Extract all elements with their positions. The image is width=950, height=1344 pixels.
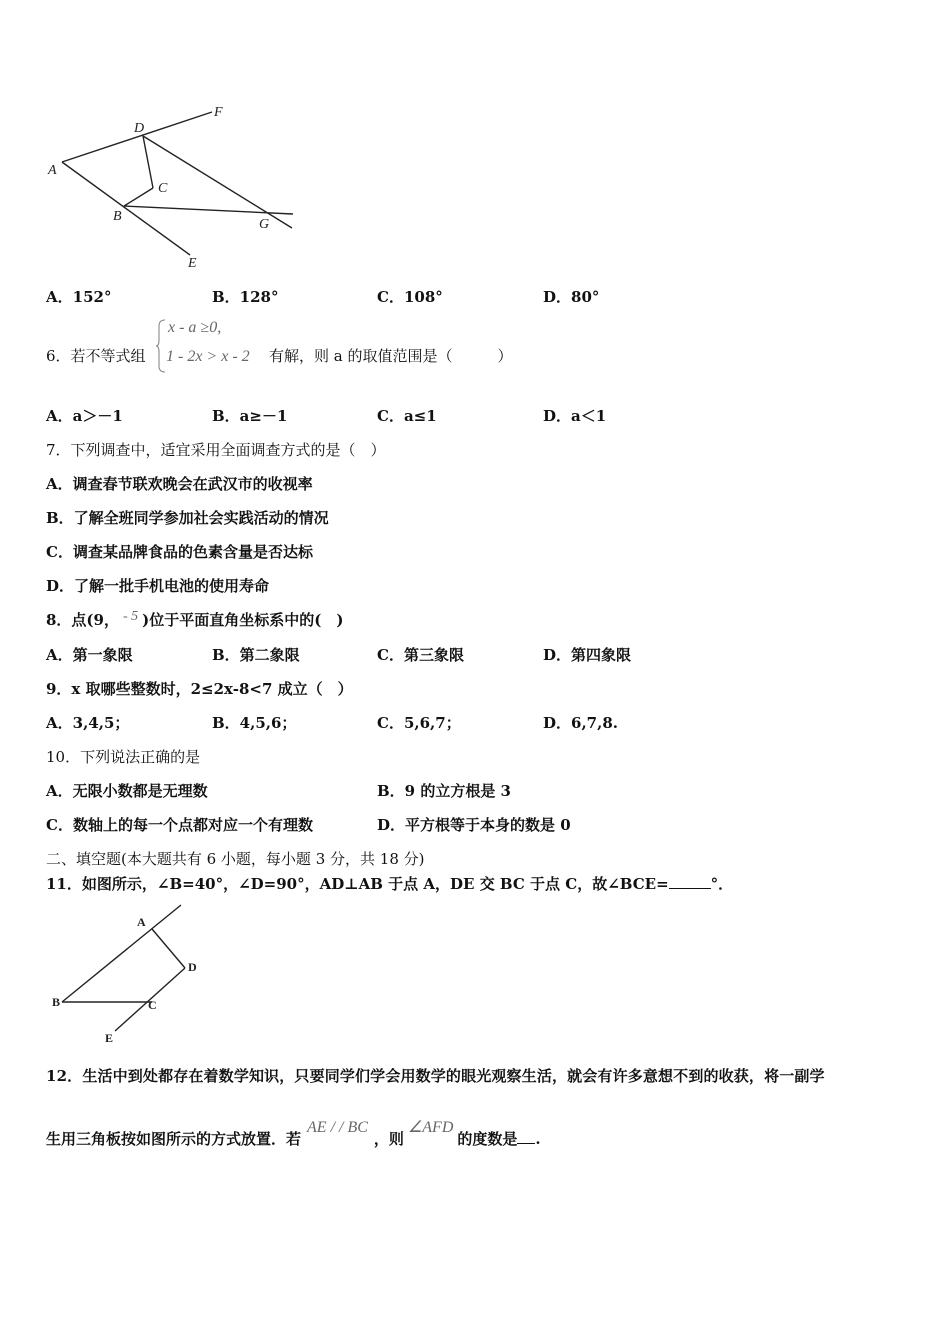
q8-prefix: 8．点(9， [46, 611, 119, 629]
geometry-figure-q11 [40, 898, 220, 1048]
label-D: D [134, 121, 145, 136]
q8-option-d: D．第四象限 [543, 646, 632, 664]
q12-mid: ，则 [373, 1130, 404, 1148]
label-A: A [48, 163, 57, 178]
q12-line1: 12．生活中到处都存在着数学知识，只要同学们学会用数学的眼光观察生活，就会有许多意想不到的收获，将一副学 [46, 1067, 825, 1085]
q9-option-d: D．6,7,8. [543, 714, 618, 732]
q12-math-angle: ∠AFD [407, 1119, 454, 1136]
q10-stem: 10．下列说法正确的是 [46, 748, 201, 766]
q8-math: - 5 [122, 609, 139, 624]
line-AD [152, 929, 185, 968]
q10-option-a: A．无限小数都是无理数 [46, 782, 208, 800]
q6-inequality-1: x - a ≥0, [168, 319, 222, 336]
q5-option-a: A．152° [46, 288, 112, 306]
label-F: F [214, 105, 223, 120]
q6-option-c: C．a≤1 [377, 407, 437, 425]
label-D: D [188, 960, 197, 974]
q6-option-d: D．a＜1 [543, 407, 607, 425]
q9-option-b: B．4,5,6； [212, 714, 297, 732]
q7-option-c: C．调查某品牌食品的色素含量是否达标 [46, 543, 313, 561]
q8-suffix: )位于平面直角坐标系中的( ) [142, 611, 344, 629]
q12-line2 [46, 1119, 541, 1149]
line-AF [62, 112, 212, 162]
q7-option-a: A．调查春节联欢晚会在武汉市的收视率 [46, 475, 313, 493]
q7-option-b: B．了解全班同学参加社会实践活动的情况 [46, 509, 329, 527]
q9-option-a: A．3,4,5； [46, 714, 130, 732]
section-heading: 二、填空题(本大题共有 6 小题，每小题 3 分，共 18 分) [46, 850, 425, 868]
q10-option-d: D．平方根等于本身的数是 0 [377, 816, 571, 834]
q5-option-c: C．108° [377, 288, 443, 306]
q12-math-parallel: AE / / BC [307, 1119, 368, 1136]
label-B: B [113, 209, 122, 224]
q5-option-b: B．128° [212, 288, 279, 306]
label-C: C [148, 998, 157, 1012]
q5-option-d: D．80° [543, 288, 600, 306]
label-E: E [105, 1031, 114, 1045]
line-CB [124, 188, 153, 206]
q8-option-a: A．第一象限 [46, 646, 133, 664]
label-G: G [259, 217, 270, 232]
q11-tail: °． [710, 875, 734, 893]
q8-option-b: B．第二象限 [212, 646, 300, 664]
q12-answer-blank [517, 1131, 535, 1144]
label-B: B [52, 995, 61, 1009]
q6-option-a: A．a＞－1 [46, 407, 123, 425]
q6-option-b: B．a≥－1 [212, 407, 288, 425]
q10-option-b: B．9 的立方根是 3 [377, 782, 511, 800]
q7-option-d: D．了解一批手机电池的使用寿命 [46, 577, 270, 595]
q6-suffix: 有解，则 a 的取值范围是（ ） [269, 347, 513, 365]
line-DC [143, 136, 153, 188]
q6-inequality-2: 1 - 2x > x - 2 [166, 348, 250, 365]
q12-line2-suffix: 的度数是 [457, 1130, 518, 1148]
line-BG [124, 206, 293, 214]
q7-stem: 7．下列调查中，适宜采用全面调查方式的是（ ） [46, 441, 386, 459]
geometry-figure-q5 [40, 100, 310, 275]
q10-option-c: C．数轴上的每一个点都对应一个有理数 [46, 816, 313, 834]
q6-prefix: 6．若不等式组 [46, 347, 146, 365]
q11-answer-blank [669, 876, 711, 889]
q11-text: 11．如图所示，∠B=40°，∠D=90°，AD⊥AB 于点 A，DE 交 BC 于点 C，故∠BCE= [46, 875, 669, 893]
q9-option-c: C．5,6,7； [377, 714, 461, 732]
q12-end: . [535, 1130, 541, 1148]
q8-option-c: C．第三象限 [377, 646, 464, 664]
q8-stem [46, 609, 343, 630]
label-C: C [158, 181, 168, 196]
label-E: E [188, 256, 197, 271]
q11-stem [46, 873, 733, 894]
q9-stem: 9．x 取哪些整数时，2≤2x-8<7 成立（ ） [46, 680, 353, 698]
q12-line2-prefix: 生用三角板按如图所示的方式放置．若 [46, 1130, 302, 1148]
label-A: A [137, 915, 146, 929]
